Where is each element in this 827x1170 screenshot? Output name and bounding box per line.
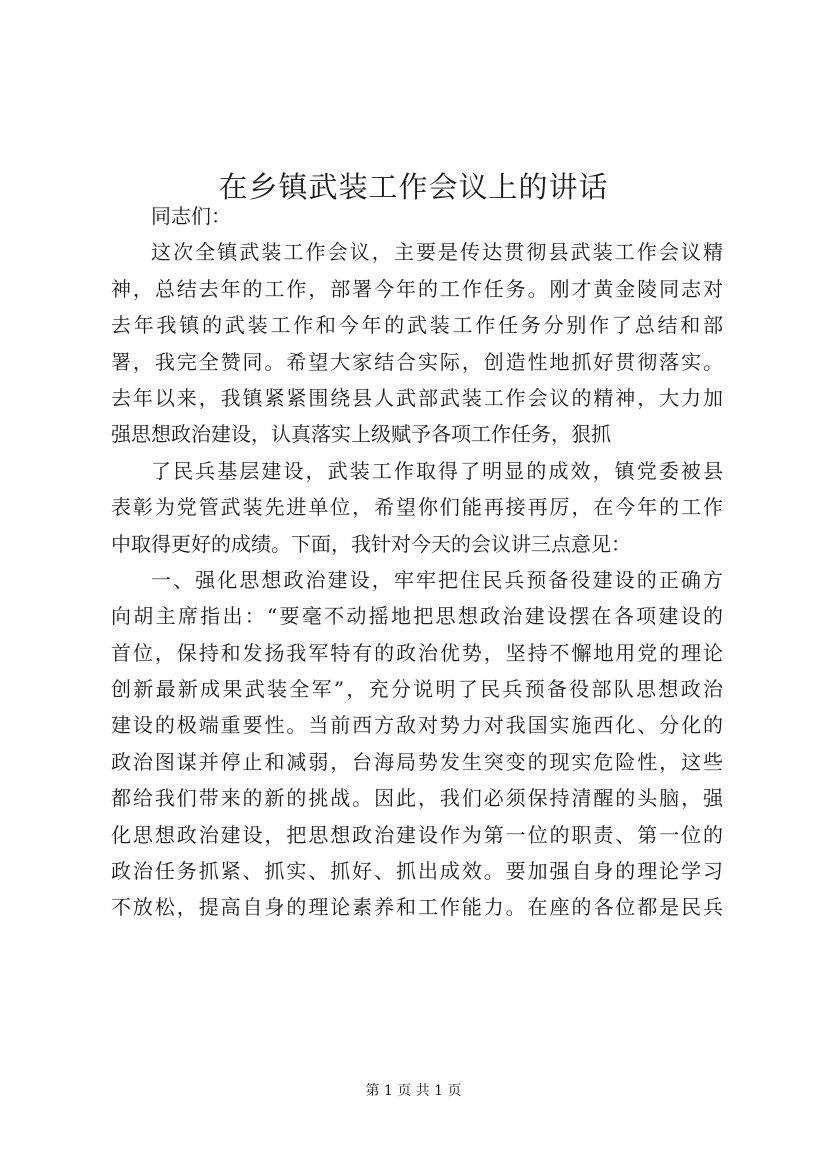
paragraph-line: 都给我们带来的新的挑战。因此，我们必须保持清醒的头脑，强 bbox=[111, 786, 723, 811]
document-title: 在乡镇武装工作会议上的讲话 bbox=[218, 170, 609, 205]
paragraph-line: 创新最新成果武装全军”，充分说明了民兵预备役部队思想政治 bbox=[111, 677, 723, 702]
paragraph-line: 不放松，提高自身的理论素养和工作能力。在座的各位都是民兵 bbox=[111, 895, 723, 920]
salutation-line: 同志们： bbox=[151, 204, 231, 228]
paragraph-line: 首位，保持和发扬我军特有的政治优势，坚持不懈地用党的理论 bbox=[111, 640, 723, 665]
paragraph-line: 向胡主席指出：“要毫不动摇地把思想政治建设摆在各项建设的 bbox=[111, 604, 723, 629]
paragraph-line: 建设的极端重要性。当前西方敌对势力对我国实施西化、分化的 bbox=[111, 713, 723, 738]
paragraph-line: 神，总结去年的工作，部署今年的工作任务。刚才黄金陵同志对 bbox=[111, 276, 723, 301]
paragraph-line: 政治任务抓紧、抓实、抓好、抓出成效。要加强自身的理论学习 bbox=[111, 859, 723, 884]
paragraph-line: 去年我镇的武装工作和今年的武装工作任务分别作了总结和部 bbox=[111, 313, 723, 338]
paragraph-line: 表彰为党管武装先进单位，希望你们能再接再厉，在今年的工作 bbox=[111, 495, 723, 520]
paragraph-line: 署，我完全赞同。希望大家结合实际，创造性地抓好贯彻落实。 bbox=[111, 349, 723, 374]
page-number-footer: 第 1 页 共 1 页 bbox=[365, 1083, 462, 1099]
paragraph-line: 政治图谋并停止和减弱，台海局势发生突变的现实危险性，这些 bbox=[111, 749, 723, 774]
paragraph-line: 强思想政治建设，认真落实上级赋予各项工作任务，狠抓 bbox=[111, 422, 611, 447]
paragraph-line: 了民兵基层建设，武装工作取得了明显的成效，镇党委被县 bbox=[151, 458, 723, 483]
paragraph-line: 化思想政治建设，把思想政治建设作为第一位的职责、第一位的 bbox=[111, 822, 723, 847]
document-body bbox=[111, 198, 723, 926]
paragraph-line: 中取得更好的成绩。下面，我针对今天的会议讲三点意见： bbox=[111, 531, 631, 556]
paragraph-line: 一、强化思想政治建设，牢牢把住民兵预备役建设的正确方 bbox=[151, 567, 723, 592]
paragraph-line: 这次全镇武装工作会议，主要是传达贯彻县武装工作会议精 bbox=[151, 240, 723, 265]
paragraph-line: 去年以来，我镇紧紧围绕县人武部武装工作会议的精神，大力加 bbox=[111, 385, 723, 410]
